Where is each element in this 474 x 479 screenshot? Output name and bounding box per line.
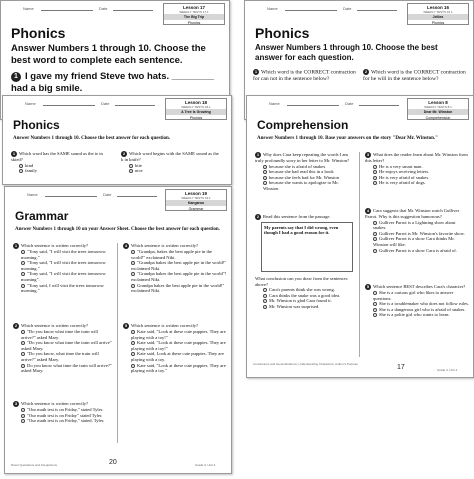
- lesson-box: [407, 98, 469, 120]
- bubble-icon: [131, 272, 135, 276]
- bubble-icon: [373, 232, 377, 236]
- bubble-icon: [21, 272, 25, 276]
- answer-option[interactable]: "Tony said, I will visit the trees tomorrow morning.": [21, 282, 104, 294]
- lesson-skill: Comprehension: [425, 116, 451, 120]
- name-label: Name: [269, 101, 280, 106]
- lesson-box: [165, 98, 227, 120]
- bubble-icon: [373, 313, 377, 317]
- bubble-icon: [21, 261, 25, 265]
- name-label: Name: [267, 6, 278, 11]
- lesson-sub: WEEKLY TESTS 17.1: [179, 10, 209, 14]
- answer-option[interactable]: "Do you know what time the train will arrive" asked Mary.: [21, 340, 112, 351]
- question-number-icon: 3: [14, 401, 18, 406]
- date-label: Date: [103, 192, 112, 197]
- question-text: What does the reader learn about Mr. Winston from this letter?: [365, 152, 468, 163]
- question-1: [11, 151, 111, 174]
- question-1: [11, 71, 225, 95]
- bubble-icon: [21, 419, 25, 423]
- answer-option[interactable]: because she feels bad for Mr. Winston: [255, 175, 355, 181]
- answer-option[interactable]: Cara thinks the snake was a good idea.: [255, 293, 355, 299]
- question-text: Which word is the CORRECT contraction for he will in the sentence below?: [363, 69, 466, 82]
- bubble-icon: [131, 284, 135, 288]
- bubble-icon: [263, 176, 267, 180]
- bubble-icon: [21, 408, 25, 412]
- answer-option[interactable]: Grandpa bakes the best apple pie in the world!" exclaimed Niki.: [131, 282, 225, 294]
- bubble-icon: [373, 176, 377, 180]
- answer-option[interactable]: "Grandpa bakes the best apple pie in the world"! exclaimed Niki.: [131, 271, 227, 282]
- answer-option[interactable]: Cara's parents think she was wrong.: [255, 287, 355, 293]
- question-number-icon: 4: [124, 243, 128, 248]
- question-number-icon: 4: [366, 208, 370, 213]
- page-title: Phonics: [13, 118, 60, 132]
- lesson-story: A Tree Is Growing: [166, 109, 226, 115]
- answer-option[interactable]: "Do you know what time the train will arrive?" asked Mary.: [21, 329, 98, 340]
- grade-label: Grade 3, Unit 2: [437, 368, 458, 372]
- question-number-icon: 1: [254, 69, 258, 74]
- bubble-icon: [373, 237, 377, 241]
- lesson-number: Lesson 16: [426, 5, 449, 10]
- answer-option[interactable]: kite: [121, 163, 221, 169]
- footer-skill: Direct Quotations and Interjections: [11, 463, 58, 467]
- bubble-icon: [373, 165, 377, 169]
- lesson-story: Dear Mr. Winston: [408, 109, 468, 115]
- bubble-icon: [131, 341, 135, 345]
- answer-option[interactable]: She is a curious girl who likes to answer questions.: [373, 290, 454, 301]
- bubble-icon: [373, 291, 377, 295]
- lesson-sub: WEEKLY TESTS 16.1: [423, 10, 453, 14]
- lesson-number: Lesson 17: [182, 5, 205, 10]
- bubble-icon: [263, 305, 267, 309]
- bubble-icon: [131, 250, 135, 254]
- question-1: [253, 69, 357, 82]
- question-text: I gave my friend Steve two hats. ________ had a big smile.: [11, 71, 215, 94]
- question-4: [365, 208, 469, 253]
- question-text: Which word has the SAME sound as the ie in skied?: [11, 151, 103, 162]
- bubble-icon: [263, 165, 267, 169]
- answer-option[interactable]: Gulliver Parrot is a show Cara is afraid of.: [365, 248, 469, 254]
- instructions: Answer Numbers 1 through 10 on your Answer Sheet. Choose the best answer for each question.: [15, 227, 220, 232]
- question-text: Read this sentence from the passage.: [263, 214, 331, 220]
- answer-option[interactable]: because she is afraid of snakes: [255, 164, 355, 170]
- question-number-icon: 2: [364, 69, 368, 74]
- footer-skill: Conclusions and Generalizations; Understanding Characters; Author's Purpose: [253, 362, 358, 366]
- lesson-story: Kangaroo: [166, 200, 226, 206]
- instructions: Answer Numbers 1 through 10. Choose the best answer for each question.: [255, 43, 438, 62]
- answer-option[interactable]: because she had read this in a book: [255, 169, 355, 175]
- question-2: [13, 323, 113, 374]
- question-text: Which sentence is written correctly?: [131, 243, 199, 249]
- answer-option[interactable]: She is a polite girl who wants to learn.: [365, 312, 469, 318]
- page-title: Phonics: [255, 25, 310, 41]
- bubble-icon: [21, 250, 25, 254]
- page-title: Phonics: [11, 25, 66, 41]
- page-title: Comprehension: [257, 118, 349, 132]
- bubble-icon: [263, 294, 267, 298]
- question-5: [123, 323, 227, 374]
- date-label: Date: [345, 101, 354, 106]
- bubble-icon: [131, 352, 135, 356]
- lesson-skill: Phonics: [189, 116, 203, 120]
- question-number-icon: 5: [366, 284, 370, 289]
- answer-option[interactable]: She is a troublemaker who does not follow rules.: [365, 301, 469, 307]
- answer-option[interactable]: "Tony said, "I will visit the trees tomorrow morning.": [21, 260, 106, 271]
- question-5: [365, 284, 469, 318]
- bubble-icon: [373, 302, 377, 306]
- bubble-icon: [21, 352, 25, 356]
- answer-option[interactable]: "Grandpa bakes the best apple pie in the world!" exclaimed Niki.: [131, 260, 227, 271]
- question-text: Which sentence BEST describes Cara's character?: [373, 284, 466, 290]
- bubble-icon: [131, 330, 135, 334]
- answer-option[interactable]: He is very afraid of snakes.: [365, 175, 469, 181]
- lesson-sub: WEEKLY TESTS 8.1: [424, 105, 452, 109]
- question-number-icon: 2: [122, 151, 126, 156]
- question-4: [123, 243, 227, 294]
- bubble-icon: [263, 299, 267, 303]
- question-text: Why does Cara keep repeating the words I am truly profoundly sorry in her letter to Mr. Winston?: [255, 152, 350, 163]
- answer-option[interactable]: "Tony said, "I will visit the trees tomorrow morning".: [21, 271, 106, 282]
- instructions: Answer Numbers 1 through 10. Choose the best word to complete each sentence.: [11, 43, 206, 66]
- bubble-icon: [129, 164, 133, 168]
- lesson-box: [163, 3, 225, 25]
- lesson-box: [407, 3, 469, 25]
- question-2: [363, 69, 467, 82]
- question-text: Which sentence is written correctly?: [131, 323, 199, 329]
- bubble-icon: [21, 414, 25, 418]
- bubble-icon: [129, 169, 133, 173]
- lesson-box: [165, 189, 227, 211]
- answer-option[interactable]: nice: [121, 168, 221, 174]
- answer-option[interactable]: Gulliver Parrot is a Lightning show about snakes.: [373, 219, 456, 231]
- question-text: Which word begins with the SAME sound as the k in knife?: [121, 151, 219, 162]
- answer-option[interactable]: Kate said, "Look at these cute puppies. They are playing with a toy!": [131, 329, 226, 340]
- bubble-icon: [263, 170, 267, 174]
- answer-option[interactable]: Kate said, "Look at these cute puppies. They are playing with a toy.": [131, 362, 226, 374]
- question-2: [255, 214, 355, 220]
- bubble-icon: [21, 330, 25, 334]
- lesson-skill: Phonics: [187, 21, 201, 25]
- answer-option[interactable]: "Grandpa, bakes the best apple pie in the world!" exclaimed Niki.: [131, 249, 213, 260]
- question-number-icon: 5: [124, 323, 128, 328]
- question-text: Which sentence is written correctly?: [21, 323, 89, 329]
- answer-option[interactable]: He is very afraid of dogs.: [365, 180, 469, 186]
- bubble-icon: [131, 261, 135, 265]
- answer-option[interactable]: Gulliver Parrot is a show Cara thinks Mr. Winston will like.: [373, 236, 455, 247]
- name-label: Name: [27, 192, 38, 197]
- right-sheet-comprehension-8: [246, 95, 474, 378]
- lesson-sub: WEEKLY TESTS 18.1: [181, 105, 211, 109]
- answer-option[interactable]: Mr. Winston is glad Cara found it.: [255, 298, 355, 304]
- date-label: Date: [99, 6, 108, 11]
- bubble-icon: [131, 364, 135, 368]
- answer-option[interactable]: family: [11, 168, 111, 174]
- question-3: [13, 401, 113, 424]
- lesson-story: The Big Trip: [164, 14, 224, 20]
- answer-option[interactable]: She is a dangerous girl who is afraid of snakes.: [365, 307, 469, 313]
- answer-option[interactable]: "Tony said, "I will visit the trees tomorrow morning.": [21, 249, 106, 260]
- lesson-number: Lesson 19: [184, 191, 207, 196]
- answer-option[interactable]: Gulliver Parrot is Mr. Winston's favorite show.: [365, 231, 469, 237]
- answer-option[interactable]: Do you know what time the train will arrive?" asked Mary.: [21, 362, 112, 374]
- answer-option[interactable]: "Our math test is on Friday" stated Tyler.: [13, 413, 113, 419]
- answer-option[interactable]: "Do you know, what time the train will arrive?" asked Mary.: [21, 351, 99, 362]
- bubble-icon: [373, 221, 377, 225]
- question-1: [255, 152, 355, 192]
- question-number-icon: 1: [256, 152, 260, 157]
- answer-option[interactable]: "Our math test is on Friday," stated, Tyler.: [13, 418, 113, 424]
- grade-label: Grade 3, Unit 4: [195, 463, 216, 467]
- question-text: Cara suggests that Mr. Winston watch Gulliver Parrot. Why is this suggestion humorous?: [365, 208, 460, 219]
- bubble-icon: [373, 170, 377, 174]
- lesson-number: Lesson 18: [184, 100, 207, 105]
- lesson-sub: WEEKLY TESTS 19.1: [181, 196, 211, 200]
- bubble-icon: [21, 364, 25, 368]
- bubble-icon: [263, 181, 267, 185]
- answer-option[interactable]: because she wants to apologize to Mr. Winston: [263, 180, 339, 191]
- answer-option[interactable]: He enjoys receiving letters.: [365, 169, 469, 175]
- instructions: Answer Numbers 1 through 10. Choose the best answer for each question.: [13, 136, 170, 141]
- name-label: Name: [23, 6, 34, 11]
- date-label: Date: [101, 101, 110, 106]
- question-number-icon: 3: [366, 152, 370, 157]
- question-1: [13, 243, 113, 294]
- bubble-icon: [373, 181, 377, 185]
- question-3: [365, 152, 469, 186]
- answer-option[interactable]: "Our math test is on Friday," stated Tyler.: [13, 407, 113, 413]
- question-number-icon: 2: [14, 323, 18, 328]
- bubble-icon: [373, 249, 377, 253]
- question-number-icon: 1: [14, 243, 18, 248]
- question-number-icon: 1: [12, 151, 16, 156]
- answer-option[interactable]: Kate said, Look at these cute puppies. They are playing with a toy.: [131, 351, 224, 362]
- lesson-number: Lesson 8: [428, 100, 448, 105]
- date-label: Date: [343, 6, 352, 11]
- bubble-icon: [263, 288, 267, 292]
- bubble-icon: [21, 341, 25, 345]
- bubble-icon: [21, 284, 25, 288]
- left-sheet-grammar-19: [4, 186, 232, 474]
- name-label: Name: [25, 101, 36, 106]
- question-2: [121, 151, 221, 174]
- left-sheet-phonics-18: [2, 95, 232, 185]
- answer-option[interactable]: kind: [11, 163, 111, 169]
- instructions: Answer Numbers 1 through 10. Base your answers on the story "Dear Mr. Winston.": [257, 136, 438, 141]
- page-title: Grammar: [15, 209, 69, 223]
- lesson-skill: Phonics: [431, 21, 445, 25]
- question-text: Which word is the CORRECT contraction for can not in the sentence below?: [253, 69, 356, 82]
- question-2-prompt: What conclusion can you draw from the sentences above? Cara's parents think she was wrong. Cara thinks the snake was a good idea. Mr. Winston is glad Cara found it. Mr. Winston was surprised.: [255, 276, 355, 310]
- answer-option[interactable]: Kate said, "Look at these cute puppies. They are playing with a toy!": [131, 340, 226, 351]
- question-number-icon: 1: [11, 72, 21, 82]
- question-text: Which sentence is written correctly?: [21, 243, 89, 249]
- lesson-skill: Grammar: [188, 207, 204, 211]
- page-number: 20: [109, 459, 117, 466]
- question-number-icon: 2: [256, 214, 260, 219]
- question-text: Which sentence is written correctly?: [21, 401, 89, 407]
- bubble-icon: [373, 308, 377, 312]
- answer-option[interactable]: Mr. Winston was surprised.: [255, 304, 355, 310]
- lesson-story: Jellies: [408, 14, 468, 20]
- page-number: 17: [397, 364, 405, 371]
- bubble-icon: [19, 169, 23, 173]
- bubble-icon: [19, 164, 23, 168]
- answer-option[interactable]: He is a very smart man.: [365, 164, 469, 170]
- passage-excerpt: My parents say that I did wrong, even though I had a good reason for it.: [261, 222, 353, 272]
